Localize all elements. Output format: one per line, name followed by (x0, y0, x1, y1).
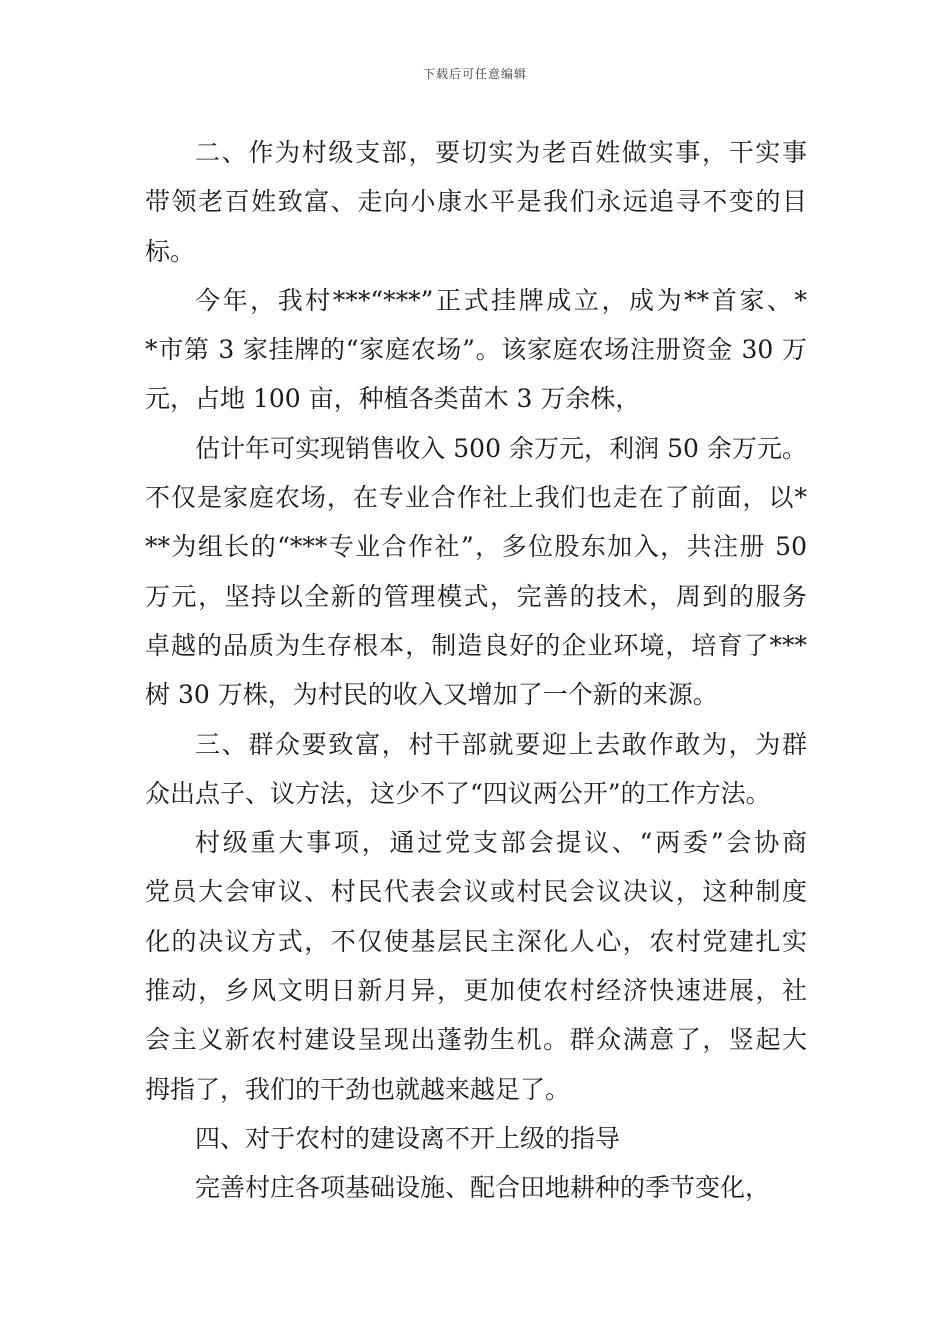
text-line: **为组长的“***专业合作社”，多位股东加入，共注册 50 (145, 532, 807, 562)
text-line: *市第 3 家挂牌的“家庭农场”。该家庭农场注册资金 30 万 (145, 335, 807, 365)
document-body (145, 128, 807, 1213)
text-line: 村级重大事项，通过党支部会提议、“两委”会协商 (195, 828, 807, 858)
text-line: 完善村庄各项基础设施、配合田地耕种的季节变化， (195, 1173, 771, 1203)
text-line: 估计年可实现销售收入 500 余万元，利润 50 余万元。 (195, 433, 807, 463)
paragraph-4 (145, 720, 807, 819)
text-line: 二、作为村级支部，要切实为老百姓做实事，干实事 (195, 138, 807, 167)
text-line: 推动，乡风文明日新月异，更加使农村经济快速进展，社 (145, 976, 807, 1006)
text-line: 会主义新农村建设呈现出蓬勃生机。群众满意了，竖起大 (145, 1025, 807, 1055)
text-line: 化的决议方式，不仅使基层民主深化人心，农村党建扎实 (145, 926, 807, 956)
text-line: 众出点子、议方法，这少不了“四议两公开”的工作方法。 (145, 778, 771, 808)
text-line: 不仅是家庭农场，在专业合作社上我们也走在了前面，以* (145, 483, 807, 513)
paragraph-3 (145, 424, 807, 720)
paragraph-7 (145, 1163, 807, 1212)
paragraph-5 (145, 818, 807, 1114)
paragraph-6 (145, 1114, 807, 1163)
text-line: 万元，坚持以全新的管理模式，完善的技术，周到的服务 (145, 581, 807, 611)
text-line: 党员大会审议、村民代表会议或村民会议决议，这种制度 (145, 877, 807, 907)
text-line: 今年，我村***“***”正式挂牌成立，成为**首家、* (195, 285, 807, 315)
paragraph-2 (145, 276, 807, 424)
text-line: 带领老百姓致富、走向小康水平是我们永远追寻不变的目 (145, 187, 807, 217)
text-line: 三、群众要致富，村干部就要迎上去敢作敢为，为群 (195, 729, 807, 759)
text-line: 卓越的品质为生存根本，制造良好的企业环境，培育了*** (145, 630, 807, 660)
text-line: 四、对于农村的建设离不开上级的指导 (195, 1123, 621, 1153)
text-line: 标。 (145, 236, 196, 266)
text-line: 元，占地 100 亩，种植各类苗木 3 万余株， (145, 384, 641, 414)
text-line: 树 30 万株，为村民的收入又增加了一个新的来源。 (145, 680, 718, 710)
header-note: 下载后可任意编辑 (422, 67, 527, 81)
text-line: 拇指了，我们的干劲也就越来越足了。 (145, 1074, 571, 1104)
paragraph-1 (145, 128, 807, 276)
